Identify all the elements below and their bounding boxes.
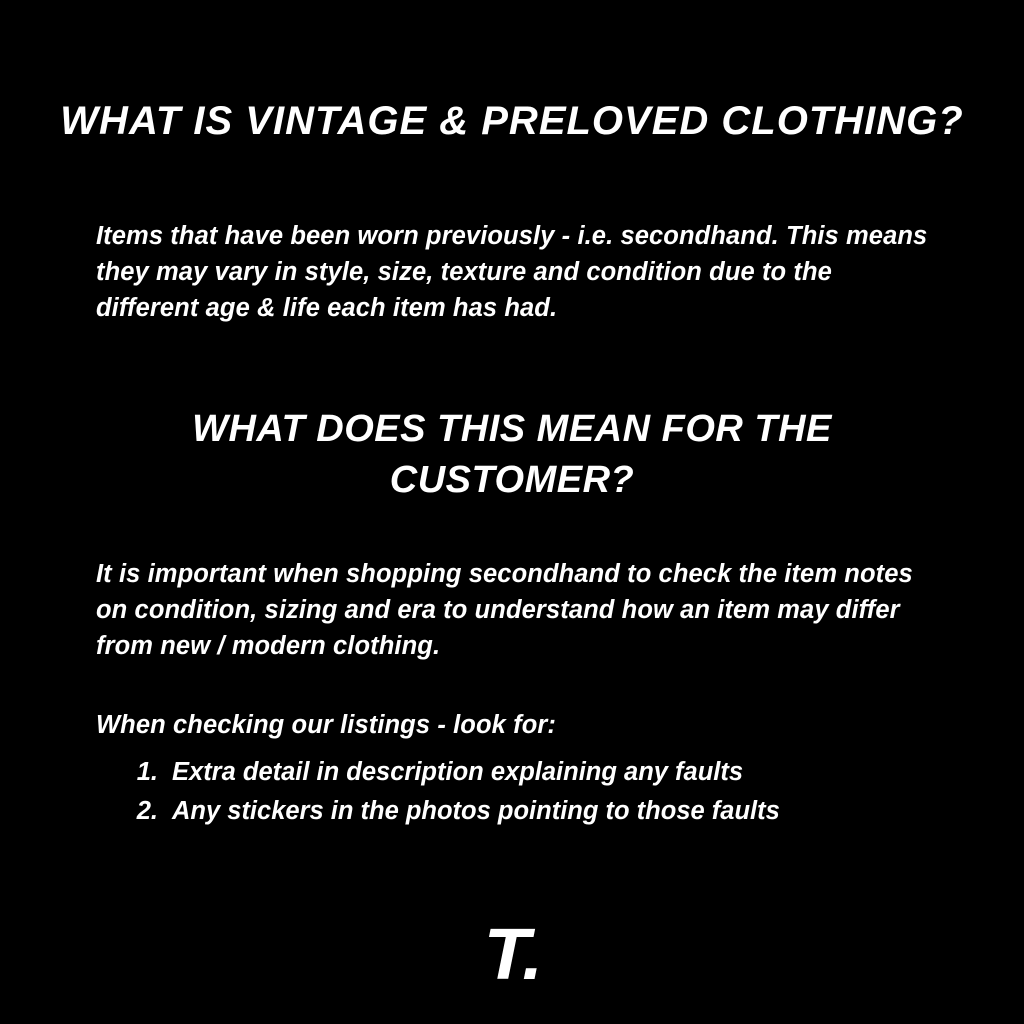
list-item-label: Extra detail in description explaining any faults	[172, 758, 744, 786]
customer-paragraph: It is important when shopping secondhand to check the item notes on condition, sizing and era to understand how an item may differ from new / modern clothing.	[96, 559, 913, 660]
list-item	[120, 792, 940, 831]
page-title: WHAT IS VINTAGE & PRELOVED CLOTHING?	[60, 98, 964, 143]
list-item	[120, 753, 940, 792]
checklist	[120, 753, 940, 831]
list-item-label: Any stickers in the photos pointing to those faults	[172, 796, 780, 825]
list-item-number: 1.	[136, 758, 158, 786]
listings-prompt: When checking our listings - look for:	[96, 710, 556, 739]
section-title-customer: WHAT DOES THIS MEAN FOR THE CUSTOMER?	[192, 407, 832, 501]
intro-paragraph: Items that have been worn previously - i.e. secondhand. This means they may vary in style, size, texture and condition due to the different age & life each item has had.	[96, 221, 928, 322]
list-item-number: 2.	[136, 796, 158, 825]
logo-mark-text: T.	[483, 915, 541, 995]
brand-logo	[0, 915, 1024, 1000]
